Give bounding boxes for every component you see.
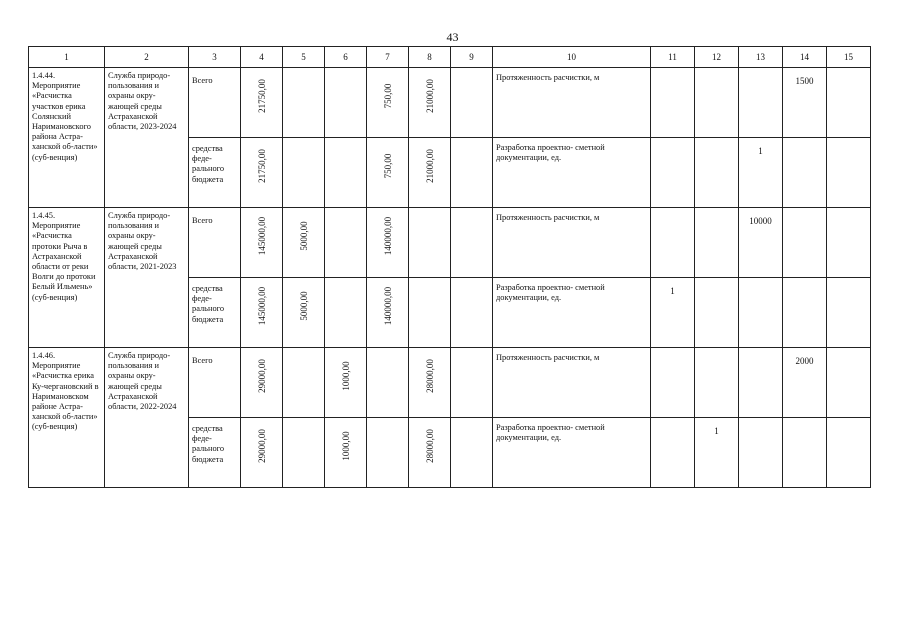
amount-value: 5000,00 [298, 220, 309, 251]
amount-cell [451, 348, 493, 418]
amount-value: 29000,00 [256, 428, 267, 463]
responsible-cell [105, 348, 189, 488]
indicator-value [827, 138, 870, 146]
indicator-value [739, 418, 782, 426]
source-text: Всего [192, 76, 213, 85]
indicator-value [695, 278, 738, 286]
measure-text: 1.4.46. Мероприятие «Расчистка ерика Ку-чергановский в Наримановском районе Астра-ханской об-ласти» (суб-венция) [32, 351, 99, 432]
indicator-value [695, 208, 738, 216]
amount-cell [367, 278, 409, 348]
amount-value: 140000,00 [382, 216, 393, 255]
amount-cell [241, 138, 283, 208]
indicator-value-cell [739, 68, 783, 138]
indicator-value-cell [739, 348, 783, 418]
amount-cell [283, 348, 325, 418]
amount-value: 145000,00 [256, 286, 267, 325]
indicator-text: Протяженность расчистки, м [496, 213, 600, 222]
indicator-value [651, 138, 694, 146]
indicator-text: Протяженность расчистки, м [496, 353, 600, 362]
amount-cell [409, 348, 451, 418]
indicator-value: 1 [714, 426, 719, 436]
column-header: 8 [409, 47, 451, 68]
amount-cell [367, 68, 409, 138]
indicator-value-cell [651, 348, 695, 418]
indicator-value-cell [783, 138, 827, 208]
responsible-cell [105, 208, 189, 348]
indicator-value-cell [695, 348, 739, 418]
indicator-value-cell [739, 418, 783, 488]
source-cell [189, 138, 241, 208]
amount-cell [325, 138, 367, 208]
indicator-value [651, 418, 694, 426]
indicator-value-cell [739, 278, 783, 348]
indicator-value [739, 278, 782, 286]
indicator-value [783, 278, 826, 286]
indicator-value [695, 68, 738, 76]
amount-value: 28000,00 [424, 358, 435, 393]
indicator-value-cell [827, 68, 871, 138]
responsible-text: Служба природо-пользования и охраны окру-жающей среды Астраханской области, 2023-2024 [108, 71, 177, 132]
amount-cell [451, 278, 493, 348]
amount-cell [325, 418, 367, 488]
indicator-value-cell [651, 138, 695, 208]
amount-cell [451, 208, 493, 278]
page-number: 43 [446, 30, 459, 44]
amount-value: 5000,00 [298, 290, 309, 321]
amount-cell [451, 418, 493, 488]
indicator-value [695, 138, 738, 146]
indicator-value-cell [651, 68, 695, 138]
amount-value: 29000,00 [256, 358, 267, 393]
measure-cell [29, 68, 105, 208]
indicator-cell [493, 418, 651, 488]
amount-cell [367, 418, 409, 488]
amount-cell [283, 208, 325, 278]
indicator-value: 1500 [795, 76, 814, 86]
amount-cell [283, 138, 325, 208]
indicator-value-cell [695, 208, 739, 278]
amount-cell [241, 208, 283, 278]
indicator-text: Разработка проектно- сметной документации, ед. [496, 283, 605, 303]
amount-value: 750,00 [382, 83, 393, 108]
indicator-cell [493, 348, 651, 418]
amount-cell [367, 348, 409, 418]
amount-cell [325, 278, 367, 348]
indicator-value-cell [827, 278, 871, 348]
indicator-value [783, 208, 826, 216]
column-header: 14 [783, 47, 827, 68]
amount-value: 750,00 [382, 153, 393, 178]
amount-value: 140000,00 [382, 286, 393, 325]
column-header: 9 [451, 47, 493, 68]
program-table [28, 46, 871, 488]
indicator-value-cell [827, 208, 871, 278]
table-row [29, 208, 871, 278]
amount-cell [325, 68, 367, 138]
indicator-value [739, 68, 782, 76]
source-text: Всего [192, 356, 213, 365]
indicator-value-cell [783, 68, 827, 138]
source-text: средства феде-рального бюджета [192, 284, 225, 324]
indicator-value [651, 208, 694, 216]
indicator-cell [493, 278, 651, 348]
amount-cell [241, 68, 283, 138]
source-cell [189, 208, 241, 278]
indicator-value [827, 348, 870, 356]
indicator-cell [493, 208, 651, 278]
indicator-value [695, 348, 738, 356]
indicator-value: 1 [670, 286, 675, 296]
amount-value: 1000,00 [340, 360, 351, 391]
column-header: 1 [29, 47, 105, 68]
column-header: 15 [827, 47, 871, 68]
amount-cell [451, 68, 493, 138]
indicator-value-cell [827, 348, 871, 418]
amount-cell [325, 348, 367, 418]
amount-value: 145000,00 [256, 216, 267, 255]
indicator-text: Протяженность расчистки, м [496, 73, 600, 82]
column-header: 6 [325, 47, 367, 68]
indicator-value [827, 278, 870, 286]
indicator-value-cell [651, 278, 695, 348]
indicator-value [827, 68, 870, 76]
column-header: 7 [367, 47, 409, 68]
indicator-value-cell [783, 348, 827, 418]
indicator-cell [493, 68, 651, 138]
source-cell [189, 278, 241, 348]
indicator-value-cell [783, 208, 827, 278]
indicator-text: Разработка проектно- сметной документации, ед. [496, 143, 605, 163]
responsible-cell [105, 68, 189, 208]
indicator-value [827, 418, 870, 426]
measure-cell [29, 348, 105, 488]
amount-cell [283, 418, 325, 488]
amount-value: 21000,00 [424, 78, 435, 113]
amount-cell [241, 418, 283, 488]
source-text: средства феде-рального бюджета [192, 424, 225, 464]
indicator-value-cell [739, 208, 783, 278]
indicator-value: 10000 [749, 216, 772, 226]
source-text: Всего [192, 216, 213, 225]
indicator-value [739, 348, 782, 356]
indicator-value [651, 348, 694, 356]
amount-cell [325, 208, 367, 278]
amount-cell [409, 138, 451, 208]
amount-cell [241, 348, 283, 418]
indicator-value-cell [783, 278, 827, 348]
source-cell [189, 68, 241, 138]
indicator-value [783, 138, 826, 146]
indicator-value-cell [827, 138, 871, 208]
amount-cell [409, 208, 451, 278]
indicator-value-cell [827, 418, 871, 488]
indicator-value-cell [695, 68, 739, 138]
column-header: 12 [695, 47, 739, 68]
indicator-text: Разработка проектно- сметной документации, ед. [496, 423, 605, 443]
source-cell [189, 348, 241, 418]
indicator-value: 2000 [795, 356, 814, 366]
indicator-value-cell [651, 418, 695, 488]
amount-value: 21000,00 [424, 148, 435, 183]
header-row [29, 47, 871, 68]
amount-cell [367, 138, 409, 208]
indicator-value-cell [783, 418, 827, 488]
indicator-value-cell [739, 138, 783, 208]
indicator-value [783, 418, 826, 426]
indicator-value [827, 208, 870, 216]
amount-cell [283, 68, 325, 138]
responsible-text: Служба природо-пользования и охраны окру-жающей среды Астраханской области, 2021-2023 [108, 211, 177, 272]
source-cell [189, 418, 241, 488]
indicator-value-cell [651, 208, 695, 278]
amount-cell [409, 278, 451, 348]
measure-cell [29, 208, 105, 348]
column-header: 13 [739, 47, 783, 68]
column-header: 4 [241, 47, 283, 68]
indicator-value: 1 [758, 146, 763, 156]
column-header: 5 [283, 47, 325, 68]
amount-cell [367, 208, 409, 278]
amount-value: 21750,00 [256, 78, 267, 113]
table-row [29, 68, 871, 138]
amount-cell [241, 278, 283, 348]
amount-cell [409, 418, 451, 488]
measure-text: 1.4.45. Мероприятие «Расчистка протоки Рыча в Астраханской области от реки Волги до протоки Белый Ильмень» (суб-венция) [32, 211, 96, 302]
amount-cell [451, 138, 493, 208]
source-text: средства феде-рального бюджета [192, 144, 225, 184]
amount-value: 21750,00 [256, 148, 267, 183]
indicator-value-cell [695, 418, 739, 488]
measure-text: 1.4.44. Мероприятие «Расчистка участков ерика Солянский Наримановского района Астра-ханской об-ласти» (суб-венция) [32, 71, 98, 162]
indicator-value-cell [695, 278, 739, 348]
indicator-value-cell [695, 138, 739, 208]
amount-cell [283, 278, 325, 348]
column-header: 11 [651, 47, 695, 68]
amount-value: 1000,00 [340, 430, 351, 461]
column-header: 2 [105, 47, 189, 68]
amount-cell [409, 68, 451, 138]
indicator-cell [493, 138, 651, 208]
amount-value: 28000,00 [424, 428, 435, 463]
table-row [29, 348, 871, 418]
indicator-value [651, 68, 694, 76]
responsible-text: Служба природо-пользования и охраны окру-жающей среды Астраханской области, 2022-2024 [108, 351, 177, 412]
column-header: 3 [189, 47, 241, 68]
column-header: 10 [493, 47, 651, 68]
